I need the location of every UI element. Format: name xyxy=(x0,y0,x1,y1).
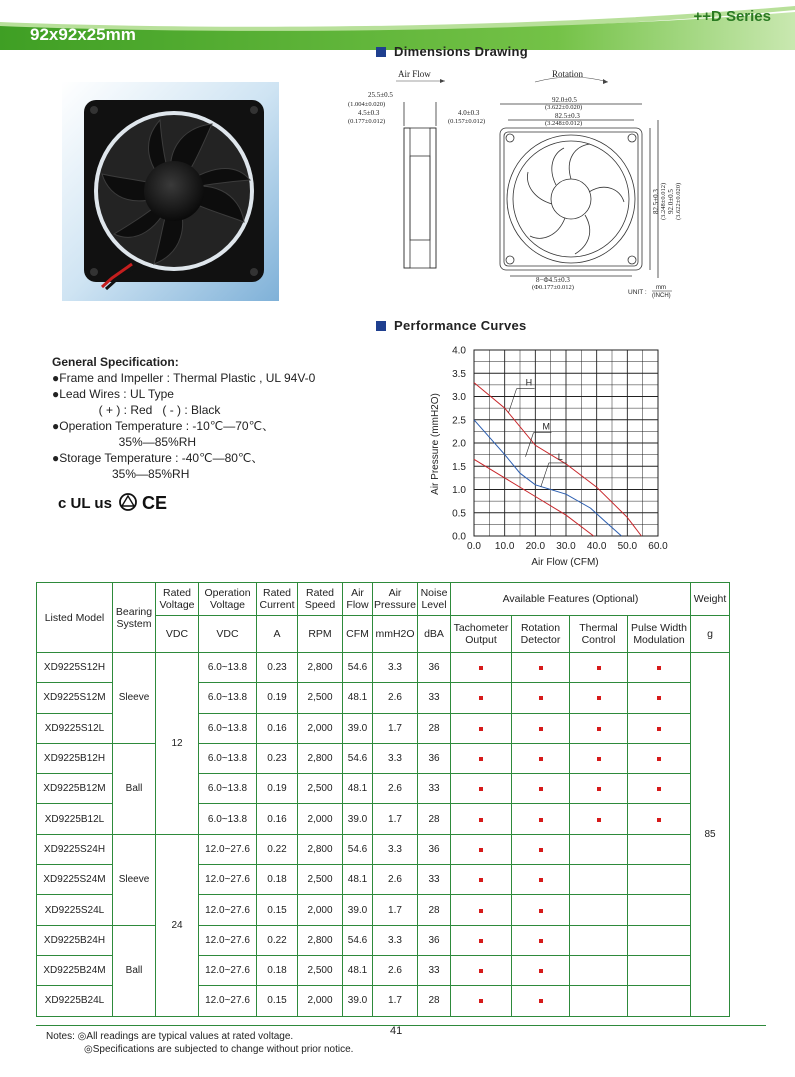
bearing-cell: Ball xyxy=(113,743,156,834)
operation-voltage-cell: 12.0~27.6 xyxy=(199,955,257,985)
feature-available-icon xyxy=(657,727,661,731)
feature-available-icon xyxy=(479,999,483,1003)
fan-photo xyxy=(62,82,279,301)
pwm-cell xyxy=(628,895,691,925)
noise-level-cell: 33 xyxy=(418,955,451,985)
noise-level-cell: 28 xyxy=(418,804,451,834)
operation-voltage-cell: 6.0~13.8 xyxy=(199,743,257,773)
header-pulse-width-modulation: Pulse Width Modulation xyxy=(628,616,691,653)
dim-right-hole-inch: (3.248±0.012) xyxy=(660,182,667,220)
dim-mount-holes-inch: (Φ0.177±0.012) xyxy=(532,284,574,291)
tachometer-cell xyxy=(451,865,512,895)
spec-line: 35%—85%RH xyxy=(52,435,197,449)
header-tachometer-output: Tachometer Output xyxy=(451,616,512,653)
model-cell: XD9225B12M xyxy=(37,774,113,804)
header-rated-speed: Rated Speed xyxy=(298,583,343,616)
air-flow-cell: 39.0 xyxy=(343,804,373,834)
rated-current-cell: 0.23 xyxy=(257,743,298,773)
chart-y-tick-label: 1.0 xyxy=(452,485,466,496)
noise-level-cell: 36 xyxy=(418,834,451,864)
noise-level-cell: 28 xyxy=(418,895,451,925)
rotation-detector-cell xyxy=(512,834,570,864)
rated-speed-cell: 2,500 xyxy=(298,774,343,804)
feature-available-icon xyxy=(479,787,483,791)
pwm-cell xyxy=(628,774,691,804)
feature-available-icon xyxy=(657,787,661,791)
feature-available-icon xyxy=(657,818,661,822)
model-cell: XD9225B24M xyxy=(37,955,113,985)
unit-operation-voltage: VDC xyxy=(199,616,257,653)
operation-voltage-cell: 12.0~27.6 xyxy=(199,925,257,955)
feature-available-icon xyxy=(479,969,483,973)
noise-level-cell: 36 xyxy=(418,925,451,955)
rated-speed-cell: 2,000 xyxy=(298,986,343,1016)
rated-voltage-cell: 12 xyxy=(156,653,199,835)
dim-side-flange: 4.5±0.3 xyxy=(358,109,380,117)
operation-voltage-cell: 6.0~13.8 xyxy=(199,683,257,713)
dim-side-flange-inch: (0.177±0.012) xyxy=(348,118,386,125)
header-thermal-control: Thermal Control xyxy=(570,616,628,653)
thermal-control-cell xyxy=(570,925,628,955)
model-cell: XD9225B24H xyxy=(37,925,113,955)
thermal-control-cell xyxy=(570,713,628,743)
feature-available-icon xyxy=(657,696,661,700)
bearing-cell: Ball xyxy=(113,925,156,1016)
dimensions-heading xyxy=(376,44,528,59)
unit-weight: g xyxy=(691,616,730,653)
unit-rated-current: A xyxy=(257,616,298,653)
feature-available-icon xyxy=(657,757,661,761)
rated-current-cell: 0.15 xyxy=(257,986,298,1016)
pwm-cell xyxy=(628,834,691,864)
ce-cert-icon: CE xyxy=(142,493,168,513)
tachometer-cell xyxy=(451,955,512,985)
table-row xyxy=(37,834,730,864)
chart-x-tick-label: 60.0 xyxy=(648,541,668,552)
model-cell: XD9225S12M xyxy=(37,683,113,713)
rotation-detector-cell xyxy=(512,986,570,1016)
rated-current-cell: 0.16 xyxy=(257,713,298,743)
operation-voltage-cell: 12.0~27.6 xyxy=(199,895,257,925)
chart-series-label-M: M xyxy=(542,421,550,432)
noise-level-cell: 36 xyxy=(418,653,451,683)
dim-front-width: 92.0±0.5 xyxy=(552,96,577,104)
chart-x-tick-label: 20.0 xyxy=(525,541,546,552)
unit-label: UNIT : xyxy=(628,289,647,296)
air-pressure-cell: 2.6 xyxy=(373,865,418,895)
noise-level-cell: 28 xyxy=(418,986,451,1016)
dim-right-width-inch: (3.622±0.020) xyxy=(675,182,682,220)
footer-notes xyxy=(46,1030,353,1056)
dim-side-depth: 25.5±0.5 xyxy=(368,91,393,99)
rotation-label: Rotation xyxy=(552,69,583,79)
feature-available-icon xyxy=(479,909,483,913)
dim-side-flange2-inch: (0.157±0.012) xyxy=(448,118,486,125)
bearing-cell: Sleeve xyxy=(113,653,156,744)
air-pressure-cell: 1.7 xyxy=(373,895,418,925)
feature-available-icon xyxy=(597,818,601,822)
chart-ticks xyxy=(452,346,668,553)
noise-level-cell: 33 xyxy=(418,865,451,895)
chart-x-tick-label: 10.0 xyxy=(494,541,515,552)
chart-y-tick-label: 2.0 xyxy=(452,438,466,450)
chart-series xyxy=(474,378,641,536)
header-rated-current: Rated Current xyxy=(257,583,298,616)
tachometer-cell xyxy=(451,895,512,925)
dim-front-hole: 82.5±0.3 xyxy=(555,112,580,120)
air-pressure-cell: 3.3 xyxy=(373,834,418,864)
certification-logos xyxy=(58,488,178,516)
heading-square-icon xyxy=(376,47,386,57)
feature-available-icon xyxy=(539,787,543,791)
performance-heading-text: Performance Curves xyxy=(394,318,527,333)
chart-label-leader xyxy=(509,389,517,413)
note-line: Notes: ◎All readings are typical values at rated voltage. xyxy=(46,1031,294,1042)
model-cell: XD9225S12H xyxy=(37,653,113,683)
pwm-cell xyxy=(628,986,691,1016)
rated-current-cell: 0.16 xyxy=(257,804,298,834)
feature-available-icon xyxy=(597,666,601,670)
thermal-control-cell xyxy=(570,895,628,925)
chart-y-tick-label: 3.5 xyxy=(452,368,466,380)
header-listed-model: Listed Model xyxy=(37,583,113,653)
chart-y-axis-label: Air Pressure (mmH2O) xyxy=(430,393,441,495)
model-cell: XD9225S24M xyxy=(37,865,113,895)
dim-right-width: 92.0±0.5 xyxy=(667,189,675,214)
air-flow-cell: 48.1 xyxy=(343,955,373,985)
air-pressure-cell: 3.3 xyxy=(373,925,418,955)
air-flow-label: Air Flow xyxy=(398,69,431,79)
air-pressure-cell: 2.6 xyxy=(373,955,418,985)
table-row xyxy=(37,743,730,773)
chart-grid xyxy=(474,350,658,536)
header-bearing-system: Bearing System xyxy=(113,583,156,653)
operation-voltage-cell: 6.0~13.8 xyxy=(199,653,257,683)
chart-label-leader xyxy=(525,433,533,457)
noise-level-cell: 36 xyxy=(418,743,451,773)
chart-x-axis-label: Air Flow (CFM) xyxy=(531,557,599,568)
air-pressure-cell: 2.6 xyxy=(373,774,418,804)
rotation-detector-cell xyxy=(512,865,570,895)
air-pressure-cell: 3.3 xyxy=(373,743,418,773)
pwm-cell xyxy=(628,743,691,773)
rated-current-cell: 0.18 xyxy=(257,955,298,985)
tachometer-cell xyxy=(451,683,512,713)
tachometer-cell xyxy=(451,834,512,864)
unit-air-pressure: mmH2O xyxy=(373,616,418,653)
model-cell: XD9225S12L xyxy=(37,713,113,743)
header-noise-level: Noise Level xyxy=(418,583,451,616)
rated-speed-cell: 2,500 xyxy=(298,865,343,895)
thermal-control-cell xyxy=(570,834,628,864)
noise-level-cell: 33 xyxy=(418,774,451,804)
rotation-detector-cell xyxy=(512,653,570,683)
chart-y-tick-label: 2.5 xyxy=(452,415,466,427)
feature-available-icon xyxy=(479,696,483,700)
rated-speed-cell: 2,800 xyxy=(298,925,343,955)
air-flow-cell: 54.6 xyxy=(343,834,373,864)
header-air-flow: Air Flow xyxy=(343,583,373,616)
dim-side-flange2: 4.0±0.3 xyxy=(458,109,480,117)
feature-available-icon xyxy=(539,878,543,882)
header-weight: Weight xyxy=(691,583,730,616)
operation-voltage-cell: 6.0~13.8 xyxy=(199,804,257,834)
chart-x-tick-label: 50.0 xyxy=(617,541,638,552)
dim-right-hole: 82.5±0.3 xyxy=(652,189,660,214)
operation-voltage-cell: 6.0~13.8 xyxy=(199,774,257,804)
header-operation-voltage: Operation Voltage xyxy=(199,583,257,616)
rated-speed-cell: 2,800 xyxy=(298,653,343,683)
pwm-cell xyxy=(628,865,691,895)
feature-available-icon xyxy=(539,666,543,670)
page-number: 41 xyxy=(390,1025,403,1037)
chart-y-tick-label: 1.5 xyxy=(452,461,466,473)
model-cell: XD9225S24L xyxy=(37,895,113,925)
pwm-cell xyxy=(628,804,691,834)
thermal-control-cell xyxy=(570,986,628,1016)
performance-chart xyxy=(422,340,692,572)
air-pressure-cell: 2.6 xyxy=(373,683,418,713)
air-flow-cell: 48.1 xyxy=(343,683,373,713)
chart-y-tick-label: 0.5 xyxy=(452,508,466,520)
spec-line: ●Storage Temperature : -40℃—80℃、 xyxy=(52,451,264,465)
table-row xyxy=(37,925,730,955)
rotation-detector-cell xyxy=(512,713,570,743)
tachometer-cell xyxy=(451,713,512,743)
specification-table xyxy=(36,582,730,1017)
tachometer-cell xyxy=(451,986,512,1016)
feature-available-icon xyxy=(539,909,543,913)
noise-level-cell: 28 xyxy=(418,713,451,743)
model-cell: XD9225S24H xyxy=(37,834,113,864)
general-specification xyxy=(52,354,352,482)
thermal-control-cell xyxy=(570,683,628,713)
feature-available-icon xyxy=(539,848,543,852)
feature-available-icon xyxy=(539,757,543,761)
rated-current-cell: 0.19 xyxy=(257,774,298,804)
weight-cell: 85 xyxy=(691,653,730,1017)
spec-line: ●Lead Wires : UL Type xyxy=(52,387,174,401)
chart-x-tick-label: 30.0 xyxy=(556,541,576,552)
bearing-cell: Sleeve xyxy=(113,834,156,925)
pwm-cell xyxy=(628,713,691,743)
header-rated-voltage: Rated Voltage xyxy=(156,583,199,616)
chart-y-tick-label: 0.0 xyxy=(452,531,466,543)
air-pressure-cell: 1.7 xyxy=(373,713,418,743)
spec-line: ( + ) : Red ( - ) : Black xyxy=(52,403,221,417)
spec-title: General Specification: xyxy=(52,355,179,369)
pwm-cell xyxy=(628,925,691,955)
rotation-detector-cell xyxy=(512,895,570,925)
chart-y-tick-label: 3.0 xyxy=(452,392,466,403)
feature-available-icon xyxy=(539,939,543,943)
tachometer-cell xyxy=(451,804,512,834)
chart-x-tick-label: 40.0 xyxy=(586,541,607,552)
feature-available-icon xyxy=(479,757,483,761)
rated-speed-cell: 2,000 xyxy=(298,895,343,925)
rated-current-cell: 0.15 xyxy=(257,895,298,925)
air-pressure-cell: 1.7 xyxy=(373,986,418,1016)
thermal-control-cell xyxy=(570,743,628,773)
note-line: ◎Specifications are subjected to change without prior notice. xyxy=(84,1044,354,1055)
feature-available-icon xyxy=(597,757,601,761)
unit-rated-voltage: VDC xyxy=(156,616,199,653)
dim-side-depth-inch: (1.004±0.020) xyxy=(348,101,386,108)
rated-speed-cell: 2,000 xyxy=(298,804,343,834)
feature-available-icon xyxy=(479,727,483,731)
dimensions-drawing xyxy=(340,64,680,300)
dim-front-hole-inch: (3.248±0.012) xyxy=(545,120,583,127)
operation-voltage-cell: 12.0~27.6 xyxy=(199,865,257,895)
rated-voltage-cell: 24 xyxy=(156,834,199,1016)
tachometer-cell xyxy=(451,925,512,955)
thermal-control-cell xyxy=(570,774,628,804)
rated-speed-cell: 2,800 xyxy=(298,834,343,864)
air-flow-cell: 48.1 xyxy=(343,774,373,804)
dim-front-width-inch: (3.622±0.020) xyxy=(545,104,583,111)
rated-speed-cell: 2,500 xyxy=(298,955,343,985)
unit-air-flow: CFM xyxy=(343,616,373,653)
tachometer-cell xyxy=(451,774,512,804)
air-flow-cell: 54.6 xyxy=(343,743,373,773)
feature-available-icon xyxy=(657,666,661,670)
air-pressure-cell: 3.3 xyxy=(373,653,418,683)
header-rotation-detector: Rotation Detector xyxy=(512,616,570,653)
rotation-detector-cell xyxy=(512,743,570,773)
rated-current-cell: 0.19 xyxy=(257,683,298,713)
feature-available-icon xyxy=(479,848,483,852)
unit-mm: mm xyxy=(656,285,666,291)
unit-rated-speed: RPM xyxy=(298,616,343,653)
thermal-control-cell xyxy=(570,865,628,895)
performance-heading xyxy=(376,318,527,333)
rated-current-cell: 0.23 xyxy=(257,653,298,683)
feature-available-icon xyxy=(597,696,601,700)
header-available-features: Available Features (Optional) xyxy=(451,583,691,616)
feature-available-icon xyxy=(597,787,601,791)
rated-speed-cell: 2,000 xyxy=(298,713,343,743)
feature-available-icon xyxy=(539,818,543,822)
feature-available-icon xyxy=(539,999,543,1003)
rotation-detector-cell xyxy=(512,804,570,834)
feature-available-icon xyxy=(539,727,543,731)
rotation-detector-cell xyxy=(512,683,570,713)
tachometer-cell xyxy=(451,743,512,773)
model-cell: XD9225B12H xyxy=(37,743,113,773)
thermal-control-cell xyxy=(570,804,628,834)
feature-available-icon xyxy=(479,878,483,882)
rotation-detector-cell xyxy=(512,774,570,804)
rotation-detector-cell xyxy=(512,955,570,985)
pwm-cell xyxy=(628,955,691,985)
feature-available-icon xyxy=(479,818,483,822)
operation-voltage-cell: 12.0~27.6 xyxy=(199,986,257,1016)
tuv-cert-icon xyxy=(120,494,136,510)
heading-square-icon xyxy=(376,321,386,331)
rated-current-cell: 0.22 xyxy=(257,925,298,955)
air-pressure-cell: 1.7 xyxy=(373,804,418,834)
feature-available-icon xyxy=(479,666,483,670)
feature-available-icon xyxy=(479,939,483,943)
feature-available-icon xyxy=(539,969,543,973)
air-flow-cell: 39.0 xyxy=(343,986,373,1016)
chart-x-tick-label: 0.0 xyxy=(467,541,481,552)
header-air-pressure: Air Pressure xyxy=(373,583,418,616)
rated-speed-cell: 2,800 xyxy=(298,743,343,773)
air-flow-cell: 48.1 xyxy=(343,865,373,895)
rated-current-cell: 0.18 xyxy=(257,865,298,895)
spec-line: ●Frame and Impeller : Thermal Plastic , UL 94V-0 xyxy=(52,371,316,385)
feature-available-icon xyxy=(539,696,543,700)
spec-line: ●Operation Temperature : -10℃—70℃、 xyxy=(52,419,275,433)
rotation-detector-cell xyxy=(512,925,570,955)
model-cell: XD9225B24L xyxy=(37,986,113,1016)
series-label: ++D Series xyxy=(693,8,771,25)
pwm-cell xyxy=(628,683,691,713)
thermal-control-cell xyxy=(570,955,628,985)
chart-series-label-H: H xyxy=(525,377,533,388)
thermal-control-cell xyxy=(570,653,628,683)
rated-current-cell: 0.22 xyxy=(257,834,298,864)
air-flow-cell: 39.0 xyxy=(343,895,373,925)
feature-available-icon xyxy=(597,727,601,731)
air-flow-cell: 54.6 xyxy=(343,925,373,955)
operation-voltage-cell: 6.0~13.8 xyxy=(199,713,257,743)
spec-line: 35%—85%RH xyxy=(52,467,190,481)
chart-y-tick-label: 4.0 xyxy=(452,345,466,357)
air-flow-cell: 54.6 xyxy=(343,653,373,683)
table-row xyxy=(37,653,730,683)
unit-noise-level: dBA xyxy=(418,616,451,653)
dimensions-heading-text: Dimensions Drawing xyxy=(394,44,528,59)
noise-level-cell: 33 xyxy=(418,683,451,713)
fan-size-title: 92x92x25mm xyxy=(30,25,136,44)
tachometer-cell xyxy=(451,653,512,683)
air-flow-cell: 39.0 xyxy=(343,713,373,743)
operation-voltage-cell: 12.0~27.6 xyxy=(199,834,257,864)
pwm-cell xyxy=(628,653,691,683)
dim-mount-holes: 8−Φ4.5±0.3 xyxy=(536,276,570,284)
ul-cert-icon: c UL us xyxy=(58,495,112,512)
unit-inch: (INCH) xyxy=(652,293,671,299)
model-cell: XD9225B12L xyxy=(37,804,113,834)
chart-series-label-L: L xyxy=(557,451,563,462)
rated-speed-cell: 2,500 xyxy=(298,683,343,713)
